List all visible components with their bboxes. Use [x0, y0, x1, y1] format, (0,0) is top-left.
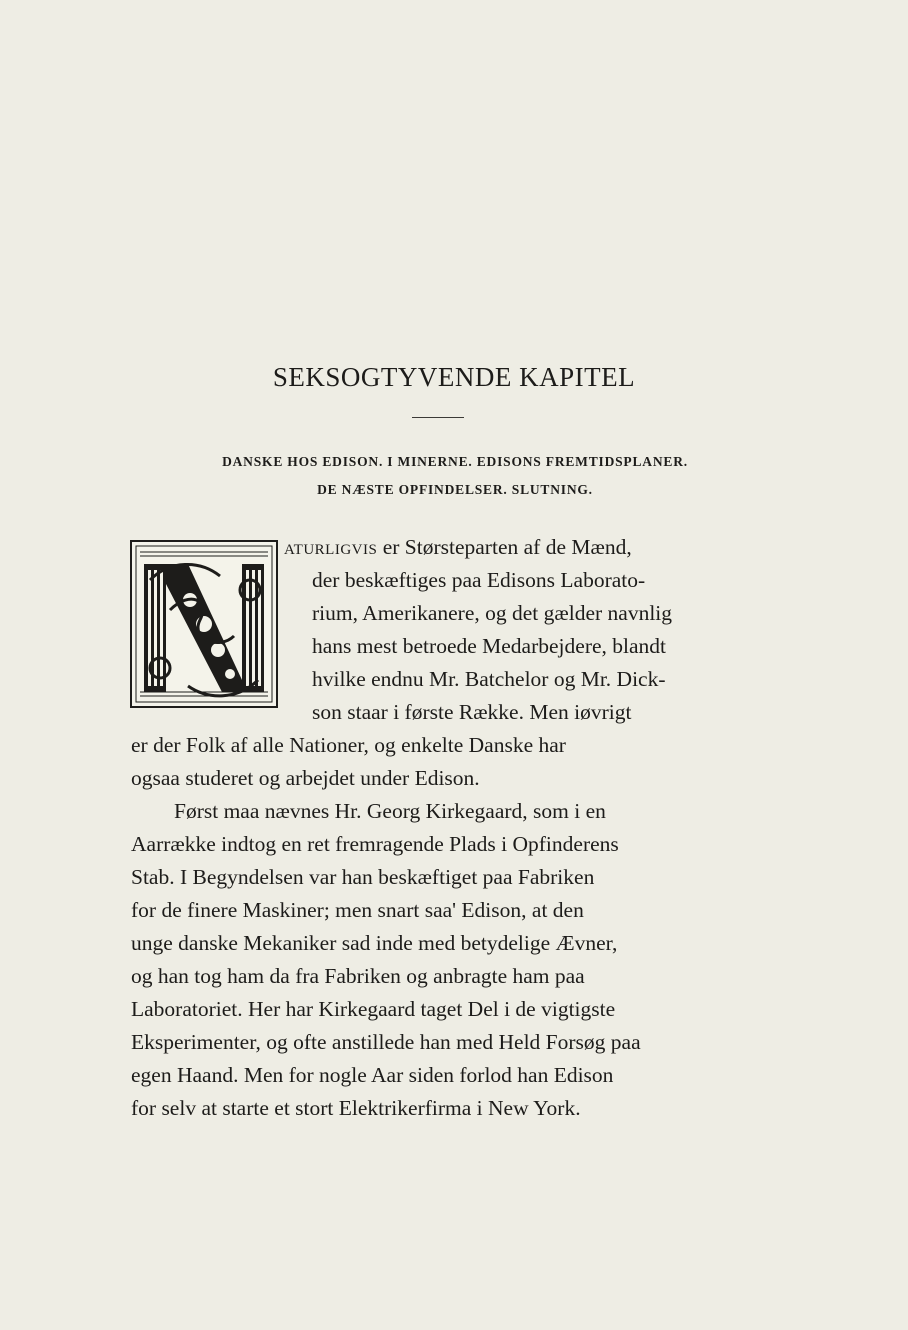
lead-word: aturligvis: [284, 535, 378, 559]
paragraph-line-6: son staar i første Række. Men iøvrigt: [312, 700, 632, 724]
chapter-summary-line-1: DANSKE HOS EDISON. I MINERNE. EDISONS FREMTIDSPLANER.: [222, 454, 688, 469]
paragraph-line-4: hans mest betroede Medarbejdere, blandt: [312, 634, 667, 658]
paragraph-line-3: rium, Amerikanere, og det gælder navnlig: [312, 601, 673, 625]
paragraph-line-11: Stab. I Begyndelsen var han beskæftiget paa Fabriken: [131, 865, 595, 889]
paragraph-line-5: hvilke endnu Mr. Batchelor og Mr. Dick-: [312, 667, 666, 691]
paragraph-line-10: Aarrække indtog en ret fremragende Plads i Opfinderens: [131, 832, 619, 856]
paragraph-line-2: der beskæftiges paa Edisons Laborato-: [312, 568, 646, 592]
chapter-summary-line-2: DE NÆSTE OPFINDELSER. SLUTNING.: [317, 482, 593, 497]
paragraph-line-15: Laboratoriet. Her har Kirkegaard taget Del i de vigtigste: [131, 997, 616, 1021]
paragraph-line-7: er der Folk af alle Nationer, og enkelte Danske har: [131, 733, 566, 757]
paragraph-line-8: ogsaa studeret og arbejdet under Edison.: [131, 766, 480, 790]
ornamental-initial-n-icon: [130, 540, 278, 708]
paragraph-line-1: aturligvis er Størsteparten af de Mænd,: [284, 535, 632, 559]
chapter-title: SEKSOGTYVENDE KAPITEL: [272, 362, 636, 392]
paragraph-line-18: for selv at starte et stort Elektrikerfirma i New York.: [131, 1096, 581, 1120]
paragraph-line-16: Eksperimenter, og ofte anstillede han med Held Forsøg paa: [131, 1030, 641, 1054]
paragraph-line-13: unge danske Mekaniker sad inde med betydelige Ævner,: [131, 931, 618, 955]
title-divider: [412, 417, 464, 418]
paragraph-line-9: Først maa nævnes Hr. Georg Kirkegaard, som i en: [174, 799, 606, 823]
paragraph-line-17: egen Haand. Men for nogle Aar siden forlod han Edison: [131, 1063, 614, 1087]
paragraph-line-14: og han tog ham da fra Fabriken og anbragte ham paa: [131, 964, 585, 988]
paragraph-line-12: for de finere Maskiner; men snart saa' Edison, at den: [131, 898, 584, 922]
